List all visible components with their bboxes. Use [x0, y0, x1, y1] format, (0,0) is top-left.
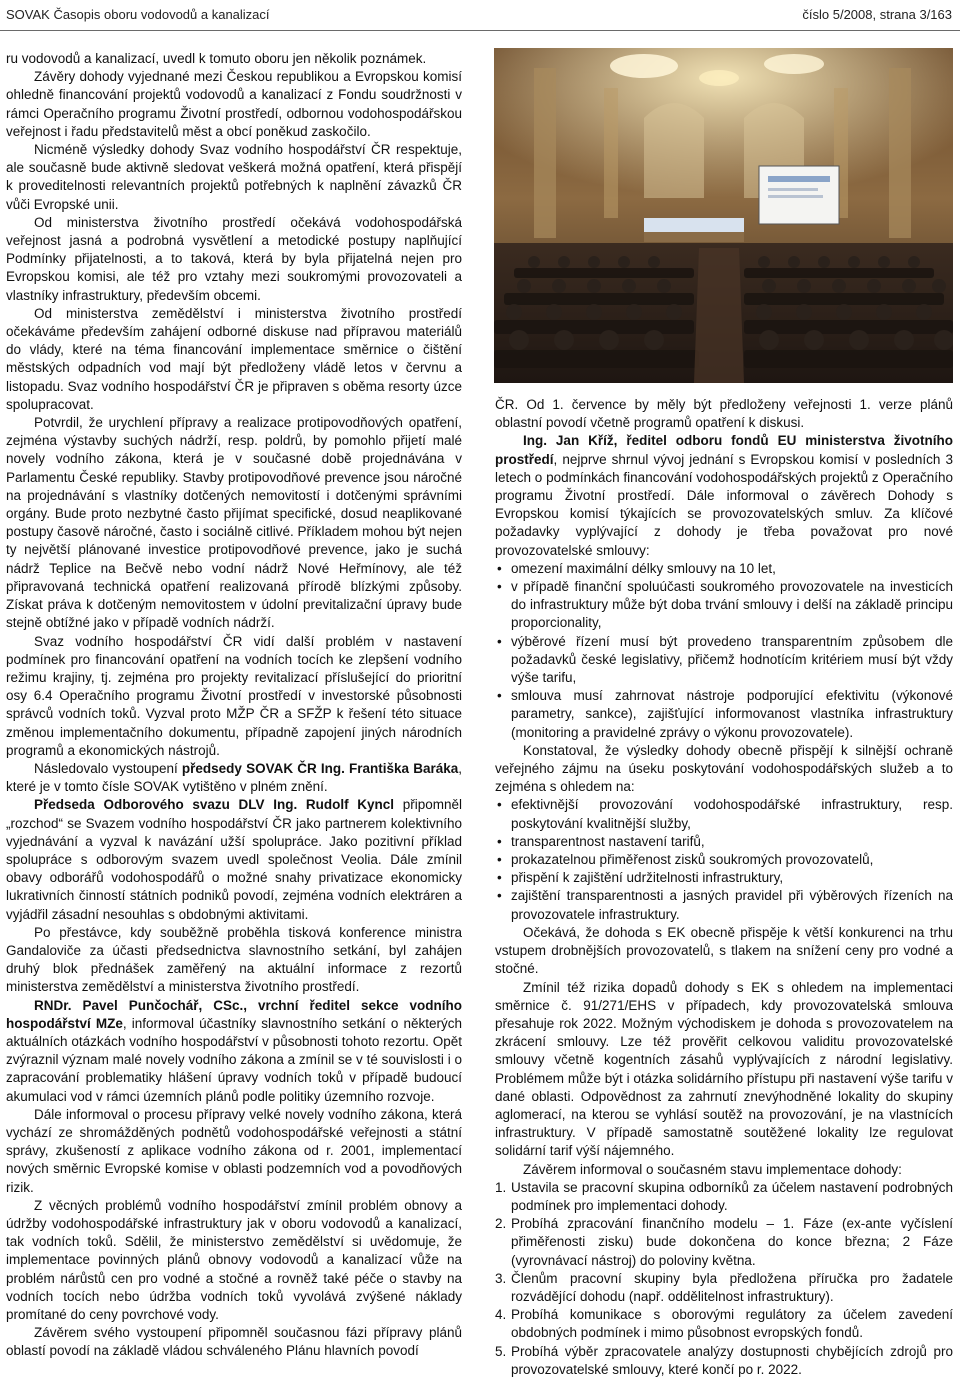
- list-number: 5.: [495, 1343, 507, 1359]
- paragraph: Nicméně výsledky dohody Svaz vodního hospodářství ČR respektuje, ale současně bude aktivně sledovat veškerá možná opatření, která přispějí k proveditelnosti relevantních projektů potřebných k naplnění závazků ČR vůči Evropské unii.: [6, 142, 462, 212]
- list-item: [495, 1343, 953, 1379]
- list-text: Ustavila se pracovní skupina odborníků za účelem nastavení podrobných podmínek pro implementaci dohody.: [511, 1179, 953, 1213]
- speaker-name: Ing. Jan Kříž, ředitel odboru fondů EU ministerstva životního prostředí: [495, 433, 953, 467]
- paragraph: Potvrdil, že urychlení přípravy a realizace protipovodňových opatření, zejména výstavby suchých nádrží, resp. poldrů, by pomohlo přijetí malé novely vodního zákona, která je v současné době projednávána v Parlamentu České republiky. Stavby protipovodňové prevence jsou náročné na projednávání s vlastníky dotčených nemovitostí i dotčenými správními orgány. Bude proto nezbytné často přijímat specifické, dosud neaplikované postupy časově náročné, často i sociálně citlivé. Příkladem mohou být nejen ty největší plánované investice protipovodňové prevence, jako je suchá nádrž Teplice na Bečvě nebo vodní nádrž Nové Heřmínovy, ale též připravovaná technická opatření realizovaná přírodě blízkými způsoby. Získat práva k dotčeným nemovitostem v údolní previtalizační úpravy bude stejně obtížné jako v případě vodních nádrží.: [6, 415, 462, 631]
- list-item: [495, 1270, 953, 1306]
- text-run: , nejprve shrnul vývoj jednání s Evropskou komisí v posledních 3 letech o podmínkách financování vodohospodářských projektů z Operačního programu Životní prostředí. Dále informoval o závěrech Dohody s Evropskou komisí týkajících se provozovatelských smluv. Za klíčové požadavky vyplývající z dohody je třeba považovat pro nové provozovatelské smlouvy:: [495, 451, 953, 558]
- paragraph: ru vodovodů a kanalizací, uvedl k tomuto oboru jen několik poznámek.: [6, 51, 427, 66]
- journal-title: SOVAK Časopis oboru vodovodů a kanalizací: [6, 7, 270, 22]
- list-text: Probíhá komunikace s oborovými regulátory za účelem zavedení obdobných podmínek i mimo působnost evropských fondů.: [511, 1307, 953, 1341]
- paragraph: Od ministerstva zemědělství i ministerstva životního prostředí očekáváme především zahájení odborné diskuse nad přípravou materiálů do vlády, které na téma financování implementace směrnice o čištění městských odpadních vod mají být předloženy vládě letos v červnu a listopadu. Svaz vodního hospodářství ČR je připraven s oběma resorty úzce spolupracovat.: [6, 305, 462, 412]
- list-item: [495, 1306, 953, 1342]
- conference-photo-illustration: [494, 48, 953, 383]
- list-text: Probíhá zpracování finančního modelu – 1. Fáze (ex-ante vyčíslení přiměřenosti zisku) bude dokončena do konce března; 2 Fáze (vyrovnávací nástroj) do poloviny května.: [511, 1216, 953, 1268]
- text-run: , informoval účastníky slavnostního setkání o některých aktuálních otázkách vodního hospodářství v působnosti tohoto rezortu. Opět zvýraznil význam malé novely vodního zákona a zmínil se v té souvislosti i o zapracování problematiky hlášení úpravy vodních toků v případě budoucí akumulaci vod v rámci územních plánů podle politiky územního rozvoje.: [6, 1015, 463, 1104]
- list-item: • transparentnost nastavení tarifů,: [511, 833, 953, 851]
- speaker-name: RNDr. Pavel Punčochář, CSc., vrchní ředitel sekce vodního hospodářství MZe: [6, 997, 462, 1031]
- list-item: [495, 1179, 953, 1215]
- text-run: připomněl „rozchod“ se Svazem vodního hospodářství ČR jako partnerem kolektivního vyjednávání a vyzval k navázání užší spolupráce. Jako pozitivní příklad spolupráce s odborovým svazem uvedl společnost Veolia. Dále zmínil obavy odborářů vodohospodářů o možné snahy privatizace ekonomicky lukrativních činností státních podniků povodí, zejména vodních elektráren a vyjádřil zásadní nesouhlas s obdobnými aktivitami.: [6, 797, 463, 922]
- paragraph: Z věcných problémů vodního hospodářství zmínil problém obnovy a údržby vodohospodářské infrastruktury jak v oboru vodovodů a kanalizací, tak vodních toků. Sdělil, že ministerstvo zemědělství si uvědomuje, že implementace povinných plánů obnovy vodovodů a kanalizací vůže na problém nárůstů cen pro vodné a stočné a rovněž také péče o stavby na vodních tocích nebo údržba vodních toků vyvolává zvýšené náklady promítané do ceny povrchové vody.: [6, 1197, 462, 1323]
- paragraph: Svaz vodního hospodářství ČR vidí další problém v nastavení podmínek pro financování opatření na vodních tocích ke zlepšení vodního režimu krajiny, tj. zejména pro projekty revitalizací příslušející do prioritní osy 6.4 Operačního programu Životní prostředí v investorské působnosti správců vodních toků. Vyzval proto MŽP ČR a SFŽP k řešení této situace změnou implementačního dokumentu, případně zapojení jiných národních programů a ekonomických nástrojů.: [6, 633, 462, 758]
- list-item: • výběrové řízení musí být provedeno transparentním způsobem dle požadavků české legislativy, přičemž hodnotícím kritériem musí být vždy výše tarifu,: [511, 633, 953, 688]
- list-item: • efektivnější provozování vodohospodářské infrastruktury, resp. poskytování kvalitnější služby,: [511, 796, 953, 832]
- speaker-name: předsedy SOVAK ČR Ing. Františka Baráka: [181, 760, 459, 776]
- paragraph: ČR. Od 1. července by měly být předloženy veřejnosti 1. verze plánů oblastní povodí včetně programů opatření k diskusi.: [495, 397, 953, 431]
- list-item: • zajištění transparentnosti a jasných pravidel při výběrových řízeních na provozovatele infrastruktury.: [511, 887, 953, 923]
- paragraph: [495, 432, 953, 559]
- right-column: [495, 396, 953, 1379]
- list-number: 4.: [495, 1307, 507, 1323]
- text-run: , které je v tomto čísle SOVAK vytištěno v plném znění.: [6, 760, 462, 795]
- paragraph: [6, 760, 462, 796]
- list-item: • prokazatelnou přiměřenost zisků soukromých provozovatelů,: [511, 851, 953, 869]
- paragraph: Od ministerstva životního prostředí očekává vodohospodářská veřejnost jasná a podrobná vysvětlení a metodické postupy naplňující Podmínky přijatelnosti, a to taková, která by byla přijatelná nejen pro Evropskou komisi, ale též pro vztahy mezi soukromými provozovateli a vlastníky infrastruktury, především obcemi.: [6, 214, 462, 303]
- header-rule: [0, 30, 960, 31]
- bullet-list-public-interest: [495, 796, 953, 923]
- speaker-name: Předseda Odborového svazu DLV Ing. Rudolf Kyncl: [34, 797, 395, 813]
- list-number: 1.: [495, 1179, 507, 1195]
- paragraph: [6, 997, 462, 1106]
- list-item: • smlouva musí zahrnovat nástroje podporující efektivitu (výkonové parametry, sankce), zajišťující informovanost vlastníka infrastruktury (monitoring a pravidelné zprávy o výkonu provozovatele).: [511, 687, 953, 742]
- paragraph: Dále informoval o procesu přípravy velké novely vodního zákona, která vychází ze shromážděných podnětů vodohospodářské veřejnosti a státní správy, zkušeností z aplikace vodního zákona od r. 2001, implementací nových směrnic Evropské komise v oblasti podzemních vod a povodňových rizik.: [6, 1106, 462, 1195]
- paragraph: [6, 796, 462, 923]
- page-header: [0, 0, 960, 32]
- left-column: [6, 50, 462, 1361]
- paragraph: Očekává, že dohoda s EK obecně přispěje k větší konkurenci na trhu vstupem drobnějších provozovatelů, s tlakem na snížení ceny pro vodné a stočné.: [495, 924, 953, 977]
- text-run: Následovalo vystoupení: [34, 760, 182, 776]
- list-item: • v případě finanční spoluúčasti soukromého provozovatele na investicích do infrastruktury může být doba trvání smlouvy i delší na základě principu proporcionality,: [511, 578, 953, 633]
- bullet-list-contract-requirements: [495, 560, 953, 742]
- list-item: • přispění k zajištění udržitelnosti infrastruktury,: [511, 869, 953, 887]
- conference-hall-photo: [494, 48, 953, 383]
- list-text: Členům pracovní skupiny byla předložena příručka pro žadatele rozvádějící dohodu (např. oddělitelnost infrastruktury).: [511, 1270, 953, 1304]
- paragraph: Závěry dohody vyjednané mezi Českou republikou a Evropskou komisí ohledně financování projektů vodovodů a kanalizací z Fondu soudržnosti v rámci Operačního programu Životní prostředí, odbornou vodohospodářskou veřejnost i řadu představitelů měst a obcí poněkud zaskočilo.: [6, 69, 462, 139]
- list-number: 3.: [495, 1270, 507, 1286]
- list-number: 2.: [495, 1216, 507, 1232]
- paragraph: Závěrem svého vystoupení připomněl současnou fázi přípravy plánů oblastí povodí na základě vládou schváleného Plánu hlavních povodí: [6, 1325, 462, 1359]
- paragraph: Po přestávce, kdy souběžně proběhla tisková konference ministra Gandaloviče za účasti předsednictva slavnostního setkání, byl zahájen druhý blok přednášek zaměřený na aktuální informace z rezortů ministerstva zemědělství a ministerstva životního prostředí.: [6, 924, 462, 995]
- paragraph: Konstatoval, že výsledky dohody obecně přispějí k silnější ochraně veřejného zájmu na úseku poskytování vodohospodářských služeb a to zejména s ohledem na:: [495, 742, 953, 795]
- paragraph: Závěrem informoval o současném stavu implementace dohody:: [523, 1161, 902, 1177]
- list-text: Probíhá výběr zpracovatele analýzy dostupnosti chybějících zdrojů pro provozovatelské smlouvy, které končí po r. 2022.: [511, 1343, 953, 1377]
- issue-page-number: číslo 5/2008, strana 3/163: [802, 7, 952, 22]
- numbered-list-implementation-status: [495, 1179, 953, 1379]
- list-item: [495, 1215, 953, 1270]
- paragraph: Zmínil též rizika dopadů dohody s EK s ohledem na implementaci směrnice č. 91/271/EHS v případech, kdy provozovatelská smlouva přesahuje rok 2022. Možným východiskem je dohoda s provozovatelem na zkrácení smlouvy. Lze též prověřit celkovou validitu provozovatelské smlouvy včetně kogentních zásahů vyplývajících z národní legislativy. Problémem může být i otázka solidárního přístupu při nastavení výše tarifu v dané oblasti. Odpovědnost za zahrnutí znevýhodněné lokality do skupiny aglomerací, na kterou se vyhlásí soutěž na provozování, je na vlastnících infrastruktury. V případě samostatně soutěžené lokality lze regulovat solidární tarif výší nájemného.: [495, 979, 953, 1159]
- list-item: • omezení maximální délky smlouvy na 10 let,: [511, 560, 953, 578]
